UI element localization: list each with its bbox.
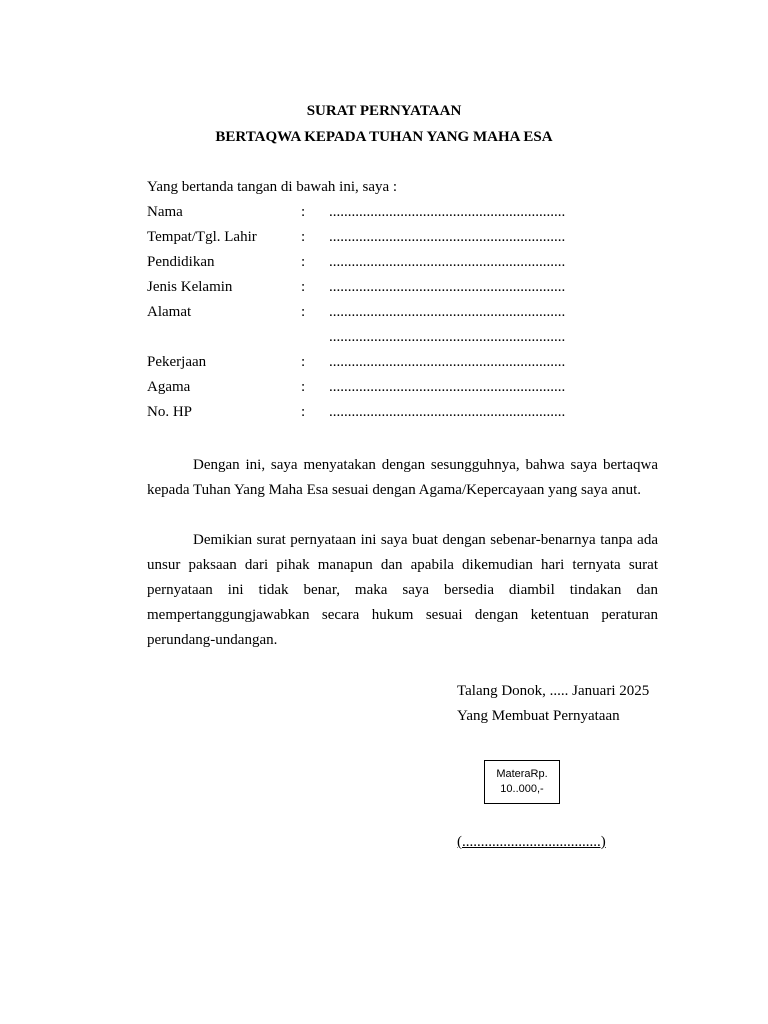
field-colon: :: [301, 204, 306, 220]
field-blank-nama: ...............................................................: [329, 204, 566, 220]
field-colon: :: [301, 279, 306, 295]
field-label-nama: Nama: [147, 204, 183, 220]
document-title: SURAT PERNYATAAN: [306, 103, 462, 119]
field-row-pendidikan: [147, 252, 647, 277]
field-blank-no-hp: ...............................................................: [329, 404, 566, 420]
field-label-pekerjaan: Pekerjaan: [147, 354, 207, 370]
field-label-pendidikan: Pendidikan: [147, 254, 215, 270]
place-date: Talang Donok, ..... Januari 2025: [457, 683, 650, 699]
intro-text: Yang bertanda tangan di bawah ini, saya :: [147, 179, 398, 195]
stamp-label: MateraRp.: [496, 768, 548, 780]
field-label-alamat: Alamat: [147, 304, 192, 320]
statement-paragraph: [147, 453, 658, 503]
field-blank-pekerjaan: ...............................................................: [329, 354, 566, 370]
field-row-nama: [147, 202, 647, 227]
closing-paragraph: [147, 528, 658, 653]
field-row-alamat-continued: [147, 327, 647, 352]
signer-role: Yang Membuat Pernyataan: [457, 708, 620, 724]
field-blank-agama: ...............................................................: [329, 379, 566, 395]
field-blank-jenis-kelamin: ...............................................................: [329, 279, 566, 295]
document-subtitle: BERTAQWA KEPADA TUHAN YANG MAHA ESA: [215, 129, 553, 145]
field-row-agama: [147, 377, 647, 402]
field-row-ttl: [147, 227, 647, 252]
stamp-amount: 10..000,-: [500, 783, 544, 795]
signature-line: (.....................................): [457, 834, 606, 850]
field-colon: :: [301, 229, 306, 245]
field-label-no-hp: No. HP: [147, 404, 193, 420]
field-colon: :: [301, 379, 306, 395]
field-colon: :: [301, 354, 306, 370]
field-row-no-hp: [147, 402, 647, 427]
identity-fields: [147, 202, 647, 427]
field-label-jenis-kelamin: Jenis Kelamin: [147, 279, 233, 295]
stamp-box: [484, 760, 560, 804]
field-blank-pendidikan: ...............................................................: [329, 254, 566, 270]
field-colon: :: [301, 404, 306, 420]
field-blank-alamat-line2: ...............................................................: [329, 329, 566, 345]
field-row-jenis-kelamin: [147, 277, 647, 302]
field-colon: :: [301, 254, 306, 270]
field-label-agama: Agama: [147, 379, 191, 395]
field-blank-ttl: ...............................................................: [329, 229, 566, 245]
field-row-pekerjaan: [147, 352, 647, 377]
field-colon: :: [301, 304, 306, 320]
field-blank-alamat: ...............................................................: [329, 304, 566, 320]
field-label-ttl: Tempat/Tgl. Lahir: [147, 229, 257, 245]
statement-text: Dengan ini, saya menyatakan dengan sesungguhnya, bahwa saya bertaqwa kepada Tuhan Yang Maha Esa sesuai dengan Agama/Kepercayaan yang saya anut.: [147, 457, 658, 498]
field-row-alamat: [147, 302, 647, 327]
closing-text: Demikian surat pernyataan ini saya buat dengan sebenar-benarnya tanpa ada unsur paksaan dari pihak manapun dan apabila dikemudian hari ternyata surat pernyataan ini tidak benar, maka saya bersedia diambil tindakan dan mempertanggungjawabkan secara hukum sesuai dengan ketentuan peraturan perundang-undangan.: [147, 532, 658, 648]
